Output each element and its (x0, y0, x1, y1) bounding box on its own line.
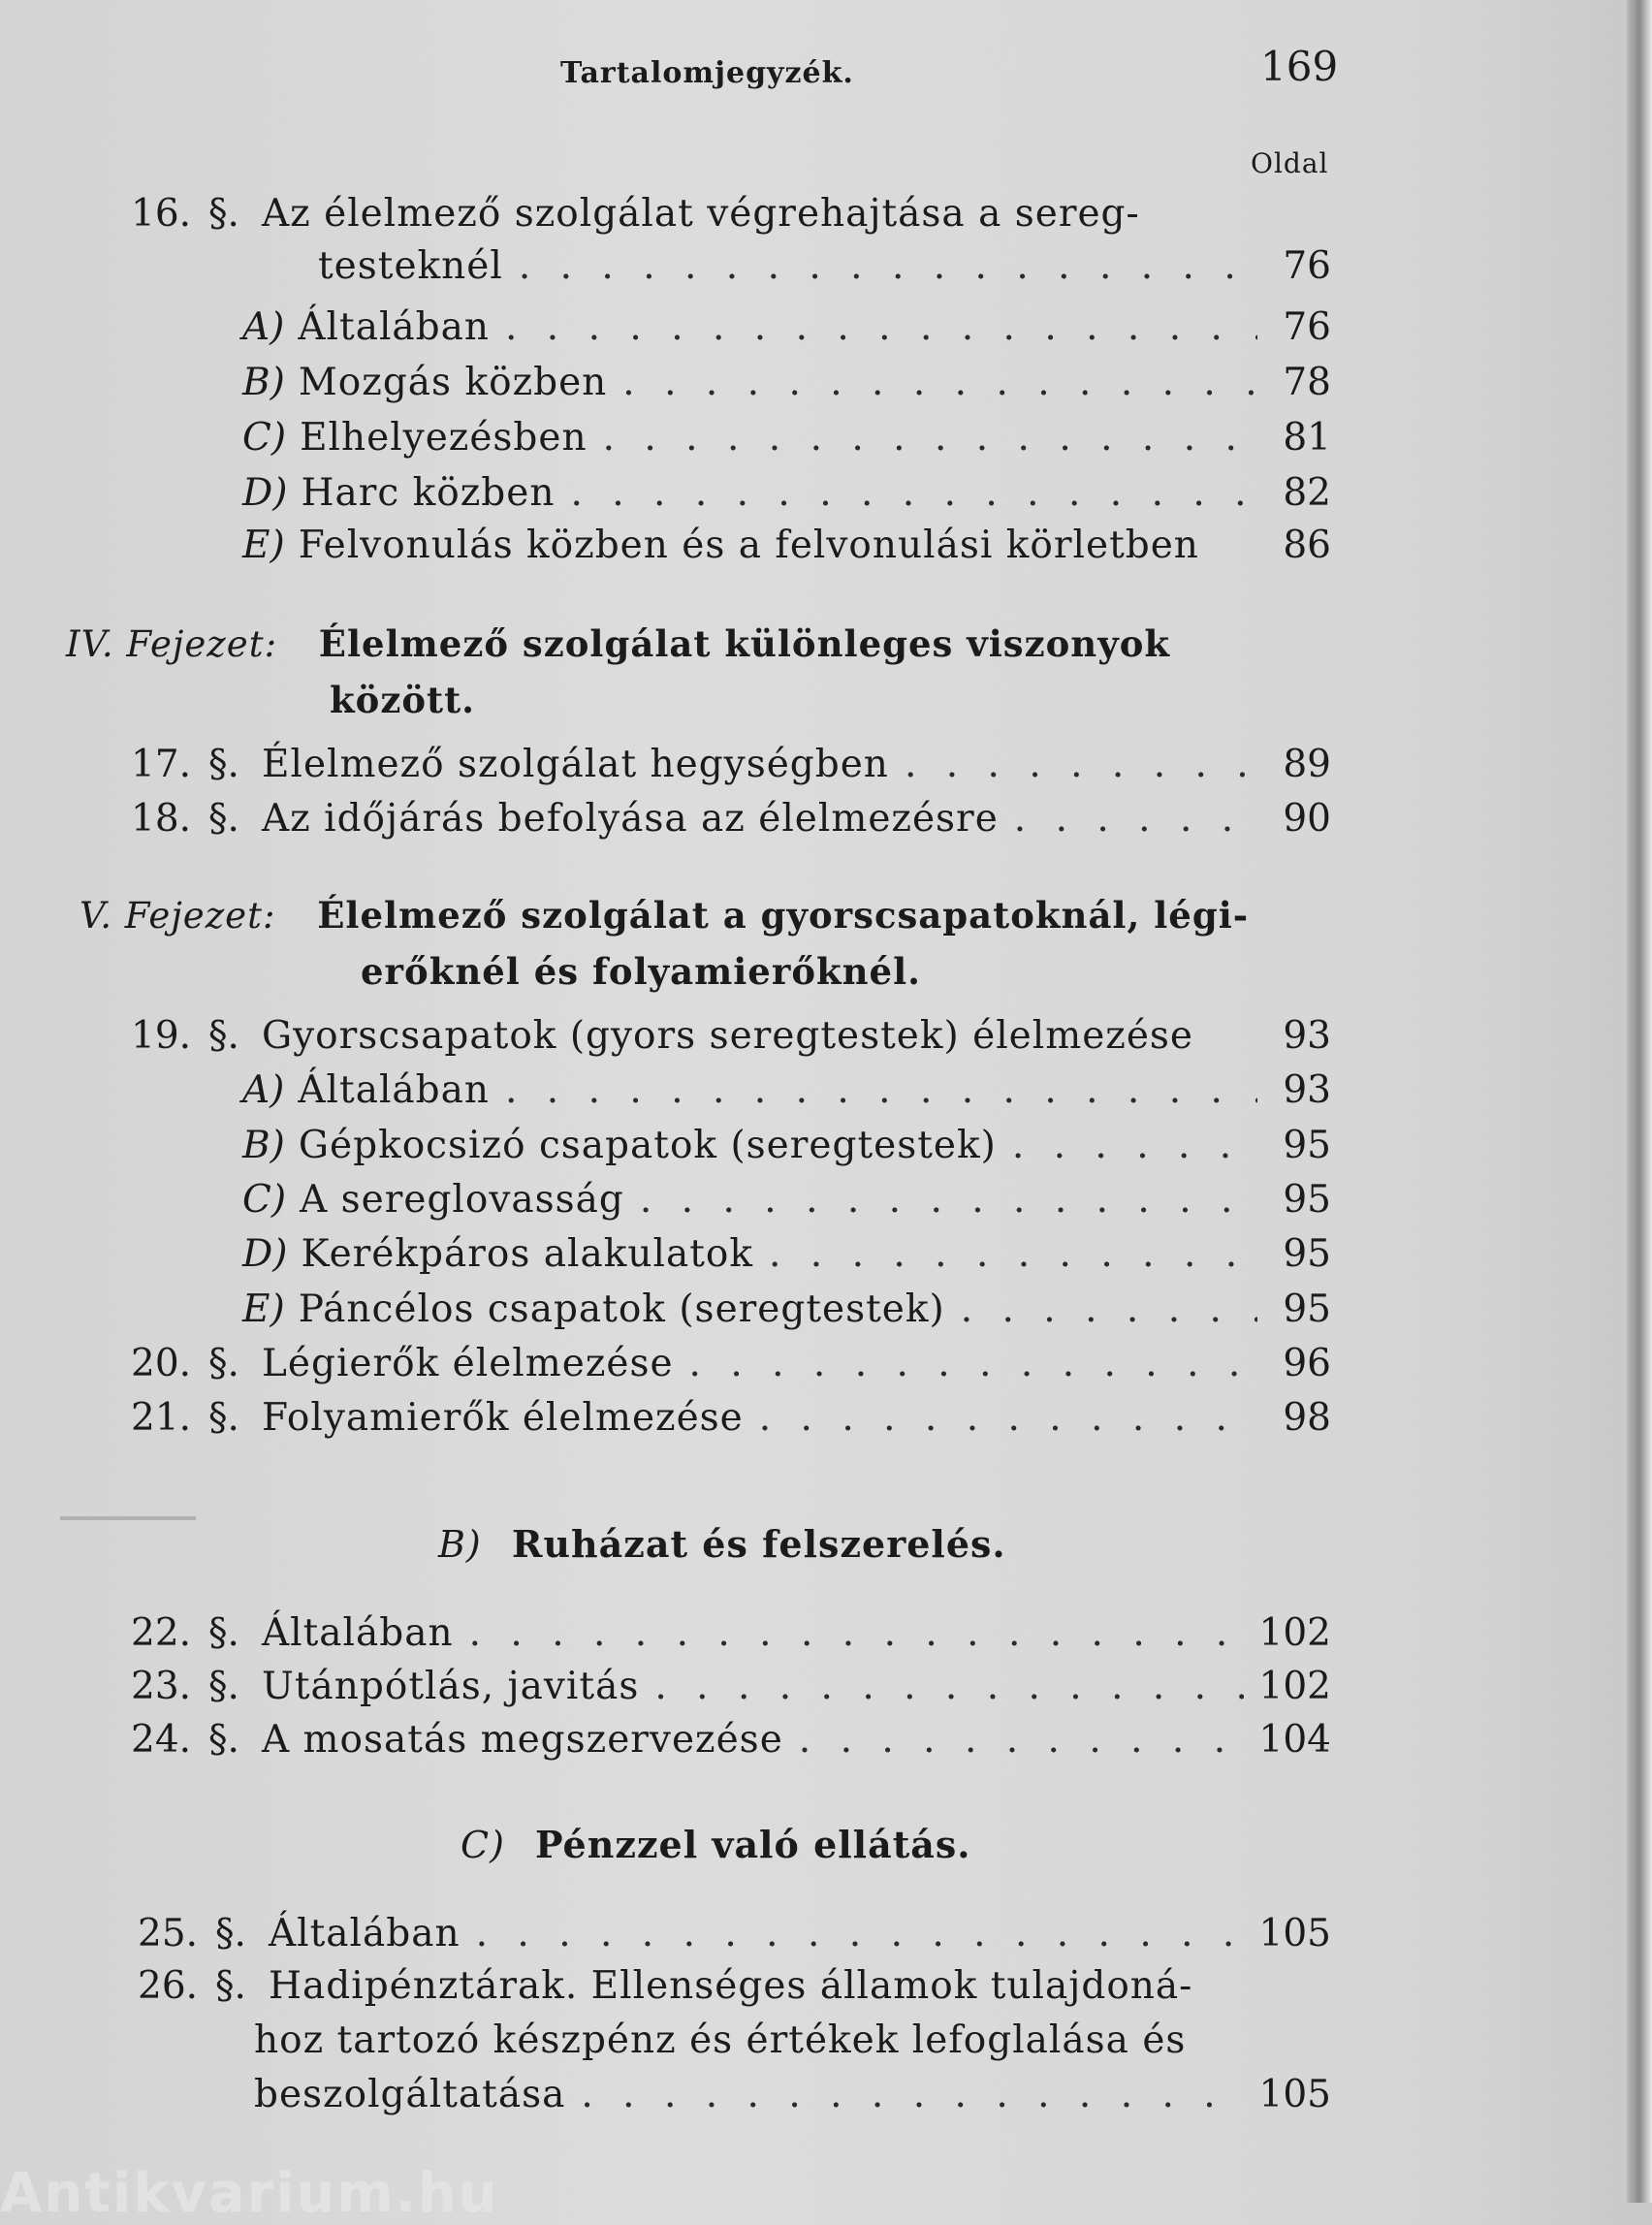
toc-entry-19c (242, 1178, 1331, 1232)
entry-title: Az időjárás befolyása az élelmezésre (262, 797, 999, 841)
entry-page: 105 (1258, 1912, 1331, 1955)
entry-title: Általában (298, 1068, 491, 1112)
entry-page: 102 (1258, 1665, 1331, 1708)
chapter-title: Élelmező szolgálat a gyorscsapatoknál, légi- (317, 894, 1250, 937)
page-edge (1627, 0, 1652, 2203)
entry-title: Általában (269, 1912, 461, 1955)
entry-title: Általában (262, 1611, 454, 1655)
section-sign: §. (208, 192, 239, 236)
entry-letter: D) (242, 1232, 288, 1276)
entry-letter: B) (242, 361, 285, 404)
toc-entry-21 (131, 1396, 1331, 1450)
entry-title-continued: hoz tartozó készpénz és értékek lefoglalása és (254, 2018, 1187, 2062)
entry-title: A mosatás megszervezése (262, 1718, 783, 1762)
entry-title: A sereglovasság (300, 1178, 624, 1222)
section-sign: §. (215, 1912, 246, 1955)
toc-entry-26 (138, 1964, 1331, 2018)
section-sign: §. (208, 743, 239, 786)
dot-leader (905, 743, 1257, 786)
toc-entry-16b (242, 361, 1331, 415)
page-column-label: Oldal (1251, 147, 1329, 179)
toc-entry-23 (131, 1665, 1331, 1719)
part-title: Ruházat és felszerelés. (511, 1522, 1006, 1566)
entry-letter: A) (242, 305, 285, 349)
dot-leader (570, 471, 1257, 515)
entry-title: Páncélos csapatok (seregtestek) (298, 1287, 945, 1331)
entry-page: 86 (1283, 524, 1331, 567)
entry-page: 104 (1258, 1718, 1331, 1762)
entry-number: 17. (131, 743, 192, 786)
entry-letter: B) (242, 1124, 285, 1167)
entry-page: 95 (1283, 1124, 1331, 1167)
toc-entry-19 (131, 1014, 1331, 1068)
toc-entry-19b (242, 1124, 1331, 1178)
dot-leader (476, 1912, 1244, 1955)
toc-entry-24 (131, 1718, 1331, 1772)
chapter-heading-iv (66, 622, 1170, 665)
entry-number: 20. (131, 1342, 192, 1385)
toc-entry-19d (242, 1232, 1331, 1287)
entry-page: 90 (1283, 797, 1331, 841)
watermark: Antikvarium.hu (0, 2162, 499, 2225)
entry-page: 95 (1283, 1232, 1331, 1276)
dot-leader (505, 305, 1257, 349)
dot-leader (640, 1178, 1257, 1222)
toc-entry-22 (131, 1611, 1331, 1666)
entry-title: Élelmező szolgálat hegységben (262, 743, 889, 786)
chapter-title-continued: között. (330, 679, 476, 721)
dot-leader (603, 416, 1257, 460)
entry-letter: E) (242, 524, 285, 567)
dot-leader (469, 1611, 1244, 1655)
section-sign: §. (208, 1396, 239, 1440)
entry-page: 93 (1283, 1014, 1331, 1058)
chapter-title-continued: erőknél és folyamierőknél. (361, 950, 922, 993)
part-letter: C) (461, 1824, 505, 1866)
toc-entry-16-cont (318, 244, 1331, 299)
entry-title-continued: beszolgáltatása (254, 2073, 566, 2116)
entry-page: 93 (1283, 1068, 1331, 1112)
part-heading-b (438, 1522, 1006, 1566)
entry-page: 78 (1283, 361, 1331, 404)
entry-title: Utánpótlás, javitás (262, 1665, 640, 1708)
toc-entry-19a (242, 1068, 1331, 1123)
entry-title: Gépkocsizó csapatok (seregtestek) (298, 1124, 997, 1167)
section-sign: §. (208, 1611, 239, 1655)
entry-page: 102 (1258, 1611, 1331, 1655)
entry-letter: A) (242, 1068, 285, 1112)
entry-page: 89 (1283, 743, 1331, 786)
dot-leader (654, 1665, 1243, 1708)
entry-page: 81 (1283, 416, 1331, 460)
entry-page: 95 (1283, 1287, 1331, 1331)
chapter-label: V. Fejezet: (79, 895, 276, 937)
section-sign: §. (208, 1718, 239, 1762)
section-sign: §. (208, 1665, 239, 1708)
entry-page: 82 (1283, 471, 1331, 515)
toc-entry-26-cont2 (254, 2073, 1331, 2127)
entry-number: 21. (131, 1396, 192, 1440)
dot-leader (769, 1232, 1257, 1276)
toc-entry-20 (131, 1342, 1331, 1396)
toc-entry-26-cont (254, 2018, 1331, 2073)
entry-title: Kerékpáros alakulatok (301, 1232, 753, 1276)
entry-title: Elhelyezésben (300, 416, 588, 460)
entry-number: 26. (138, 1964, 199, 2008)
toc-entry-19e (242, 1287, 1331, 1342)
entry-letter: D) (242, 471, 288, 515)
toc-entry-16a (242, 305, 1331, 360)
dot-leader (1014, 797, 1257, 841)
entry-title: Az élelmező szolgálat végrehajtása a sereg- (262, 192, 1140, 236)
dot-leader (519, 244, 1257, 288)
toc-entry-16e (242, 524, 1331, 578)
section-sign: §. (208, 1342, 239, 1385)
dot-leader (689, 1342, 1257, 1385)
chapter-heading-v (79, 894, 1249, 937)
entry-page: 98 (1283, 1396, 1331, 1440)
entry-title: Gyorscsapatok (gyors seregtestek) élelmezése (262, 1014, 1194, 1058)
page-number: 169 (1260, 43, 1339, 90)
section-sign: §. (208, 797, 239, 841)
section-sign: §. (208, 1014, 239, 1058)
toc-entry-16 (131, 192, 1197, 246)
entry-number: 25. (138, 1912, 199, 1955)
entry-number: 18. (131, 797, 192, 841)
part-heading-c (461, 1823, 971, 1866)
toc-entry-16c (242, 416, 1331, 470)
dot-leader (799, 1718, 1244, 1762)
dot-leader (505, 1068, 1257, 1112)
entry-title: Légierők élelmezése (262, 1342, 674, 1385)
entry-number: 23. (131, 1665, 192, 1708)
toc-entry-18 (131, 797, 1331, 851)
entry-number: 19. (131, 1014, 192, 1058)
entry-title: Harc közben (301, 471, 556, 515)
entry-letter: E) (242, 1287, 285, 1331)
toc-entry-25 (138, 1912, 1331, 1966)
entry-page: 76 (1283, 244, 1331, 288)
entry-number: 24. (131, 1718, 192, 1762)
dot-leader (759, 1396, 1257, 1440)
section-sign: §. (215, 1964, 246, 2008)
entry-title: Hadipénztárak. Ellenséges államok tulajdoná- (269, 1964, 1193, 2008)
entry-page: 95 (1283, 1178, 1331, 1222)
part-title: Pénzzel való ellátás. (535, 1823, 971, 1866)
toc-entry-16d (242, 471, 1331, 525)
running-header-title: Tartalomjegyzék. (560, 56, 854, 90)
toc-entry-17 (131, 743, 1331, 797)
entry-page: 96 (1283, 1342, 1331, 1385)
dot-leader (961, 1287, 1257, 1331)
entry-page: 76 (1283, 305, 1331, 349)
entry-title: Mozgás közben (298, 361, 608, 404)
entry-title-continued: testeknél (318, 244, 503, 288)
chapter-label: IV. Fejezet: (66, 623, 278, 665)
ink-smudge (60, 1516, 196, 1520)
dot-leader (581, 2073, 1243, 2116)
entry-number: 22. (131, 1611, 192, 1655)
entry-letter: C) (242, 416, 287, 460)
entry-title: Folyamierők élelmezése (262, 1396, 744, 1440)
dot-leader (1012, 1124, 1257, 1167)
entry-letter: C) (242, 1178, 287, 1222)
dot-leader (622, 361, 1257, 404)
entry-page: 105 (1258, 2073, 1331, 2116)
entry-title: Felvonulás közben és a felvonulási körletben (298, 524, 1199, 567)
entry-title: Általában (298, 305, 491, 349)
chapter-title: Élelmező szolgálat különleges viszonyok (318, 622, 1171, 665)
part-letter: B) (438, 1523, 482, 1566)
entry-number: 16. (131, 192, 192, 236)
